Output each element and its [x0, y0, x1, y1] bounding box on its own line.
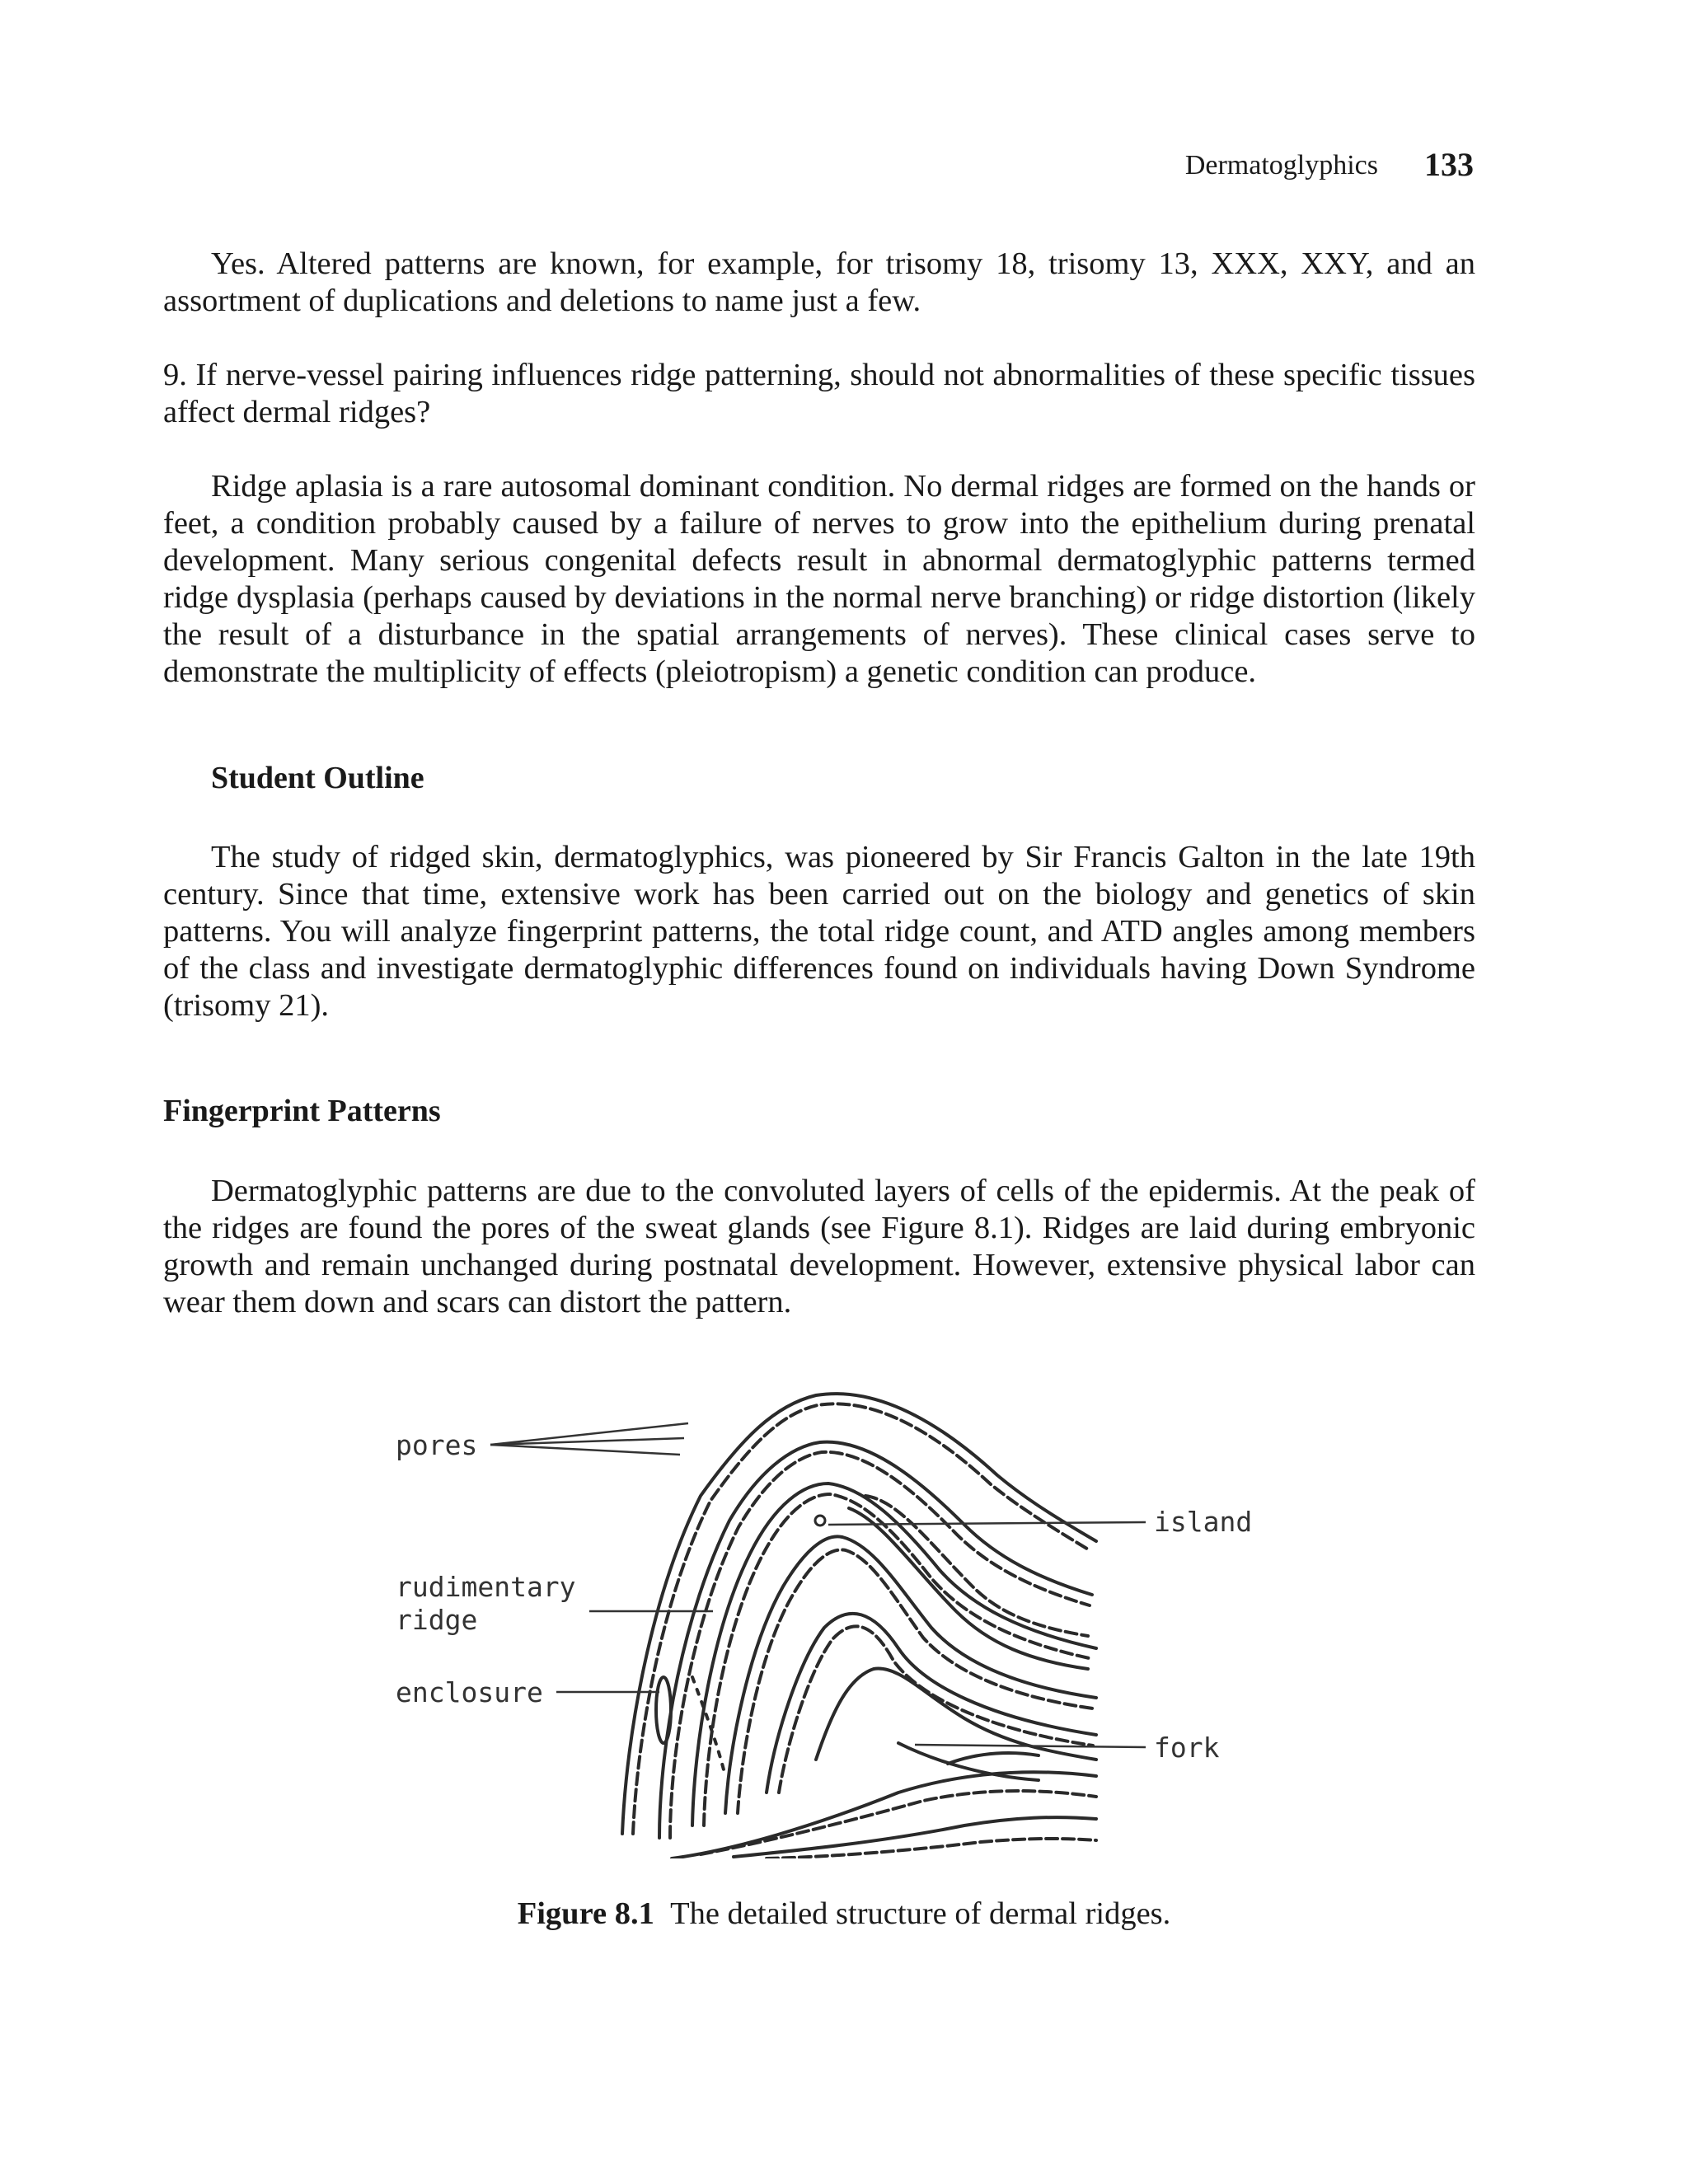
paragraph-dermatoglyphic-patterns: Dermatoglyphic patterns are due to the convoluted layers of cells of the epidermis. At the peak of the ridges are found the pores of the sweat glands (see Figure 8.1). Ridges are laid during embryonic growth and remain unchanged during postnatal development. However, extensive physical labor can wear them down and scars can distort the pattern. — [163, 1174, 1475, 1319]
label-enclosure: enclosure — [396, 1676, 543, 1708]
page-number: 133 — [1424, 146, 1474, 183]
ridge-5 — [767, 1614, 1096, 1793]
figure-caption-text: The detailed structure of dermal ridges. — [670, 1896, 1171, 1931]
leader-lines — [490, 1423, 1146, 1747]
label-pores: pores — [396, 1429, 478, 1461]
label-island: island — [1154, 1506, 1253, 1538]
ridge-3b — [704, 1494, 1093, 1825]
ridge-lower-2 — [701, 1791, 1096, 1854]
enclosure-mark — [656, 1677, 671, 1743]
heading-fingerprint-patterns: Fingerprint Patterns — [163, 1094, 441, 1128]
question-nine: 9. If nerve-vessel pairing influences ridge patterning, should not abnormalities of these specific tissues affect dermal ridges? — [163, 358, 1475, 429]
ridge-lower-1 — [672, 1772, 1096, 1858]
ridge-drawing — [622, 1394, 1096, 1858]
dermal-ridge-figure — [387, 1364, 1269, 1858]
fork-mark — [898, 1743, 1039, 1780]
figure-caption-label: Figure 8.1 — [517, 1896, 654, 1931]
label-ridge: ridge — [396, 1604, 478, 1636]
label-fork: fork — [1154, 1732, 1220, 1764]
heading-student-outline: Student Outline — [211, 761, 424, 795]
running-header-title: Dermatoglyphics — [1184, 150, 1378, 180]
paragraph-ridge-aplasia: Ridge aplasia is a rare autosomal dominant condition. No dermal ridges are formed on the hands or feet, a condition probably caused by a failure of nerves to grow into the epithelium during prenatal development. Many serious congenital defects result in abnormal dermatoglyphic patterns termed ridge dysplasia (perhaps caused by deviations in the normal nerve branching) or ridge distortion (likely the result of a disturbance in the spatial arrangements of nerves). These clinical cases serve to demonstrate the multiplicity of effects (pleiotropism) a genetic condition can produce. — [163, 469, 1475, 689]
label-rudimentary: rudimentary — [396, 1571, 576, 1603]
figure-caption — [0, 1896, 1688, 1932]
paragraph-student-outline: The study of ridged skin, dermatoglyphics, was pioneered by Sir Francis Galton in the late 19th century. Since that time, extensive work has been carried out on the biology and genetics of skin patterns. You will analyze fingerprint patterns, the total ridge count, and ATD angles among members of the class and investigate dermatoglyphic differences found on individuals having Down Syndrome (trisomy 21). — [163, 840, 1475, 1023]
paragraph-altered-patterns: Yes. Altered patterns are known, for example, for trisomy 18, trisomy 13, XXX, XXY, and an assortment of duplications and deletions to name just a few. — [163, 246, 1475, 318]
island-mark — [815, 1516, 825, 1526]
